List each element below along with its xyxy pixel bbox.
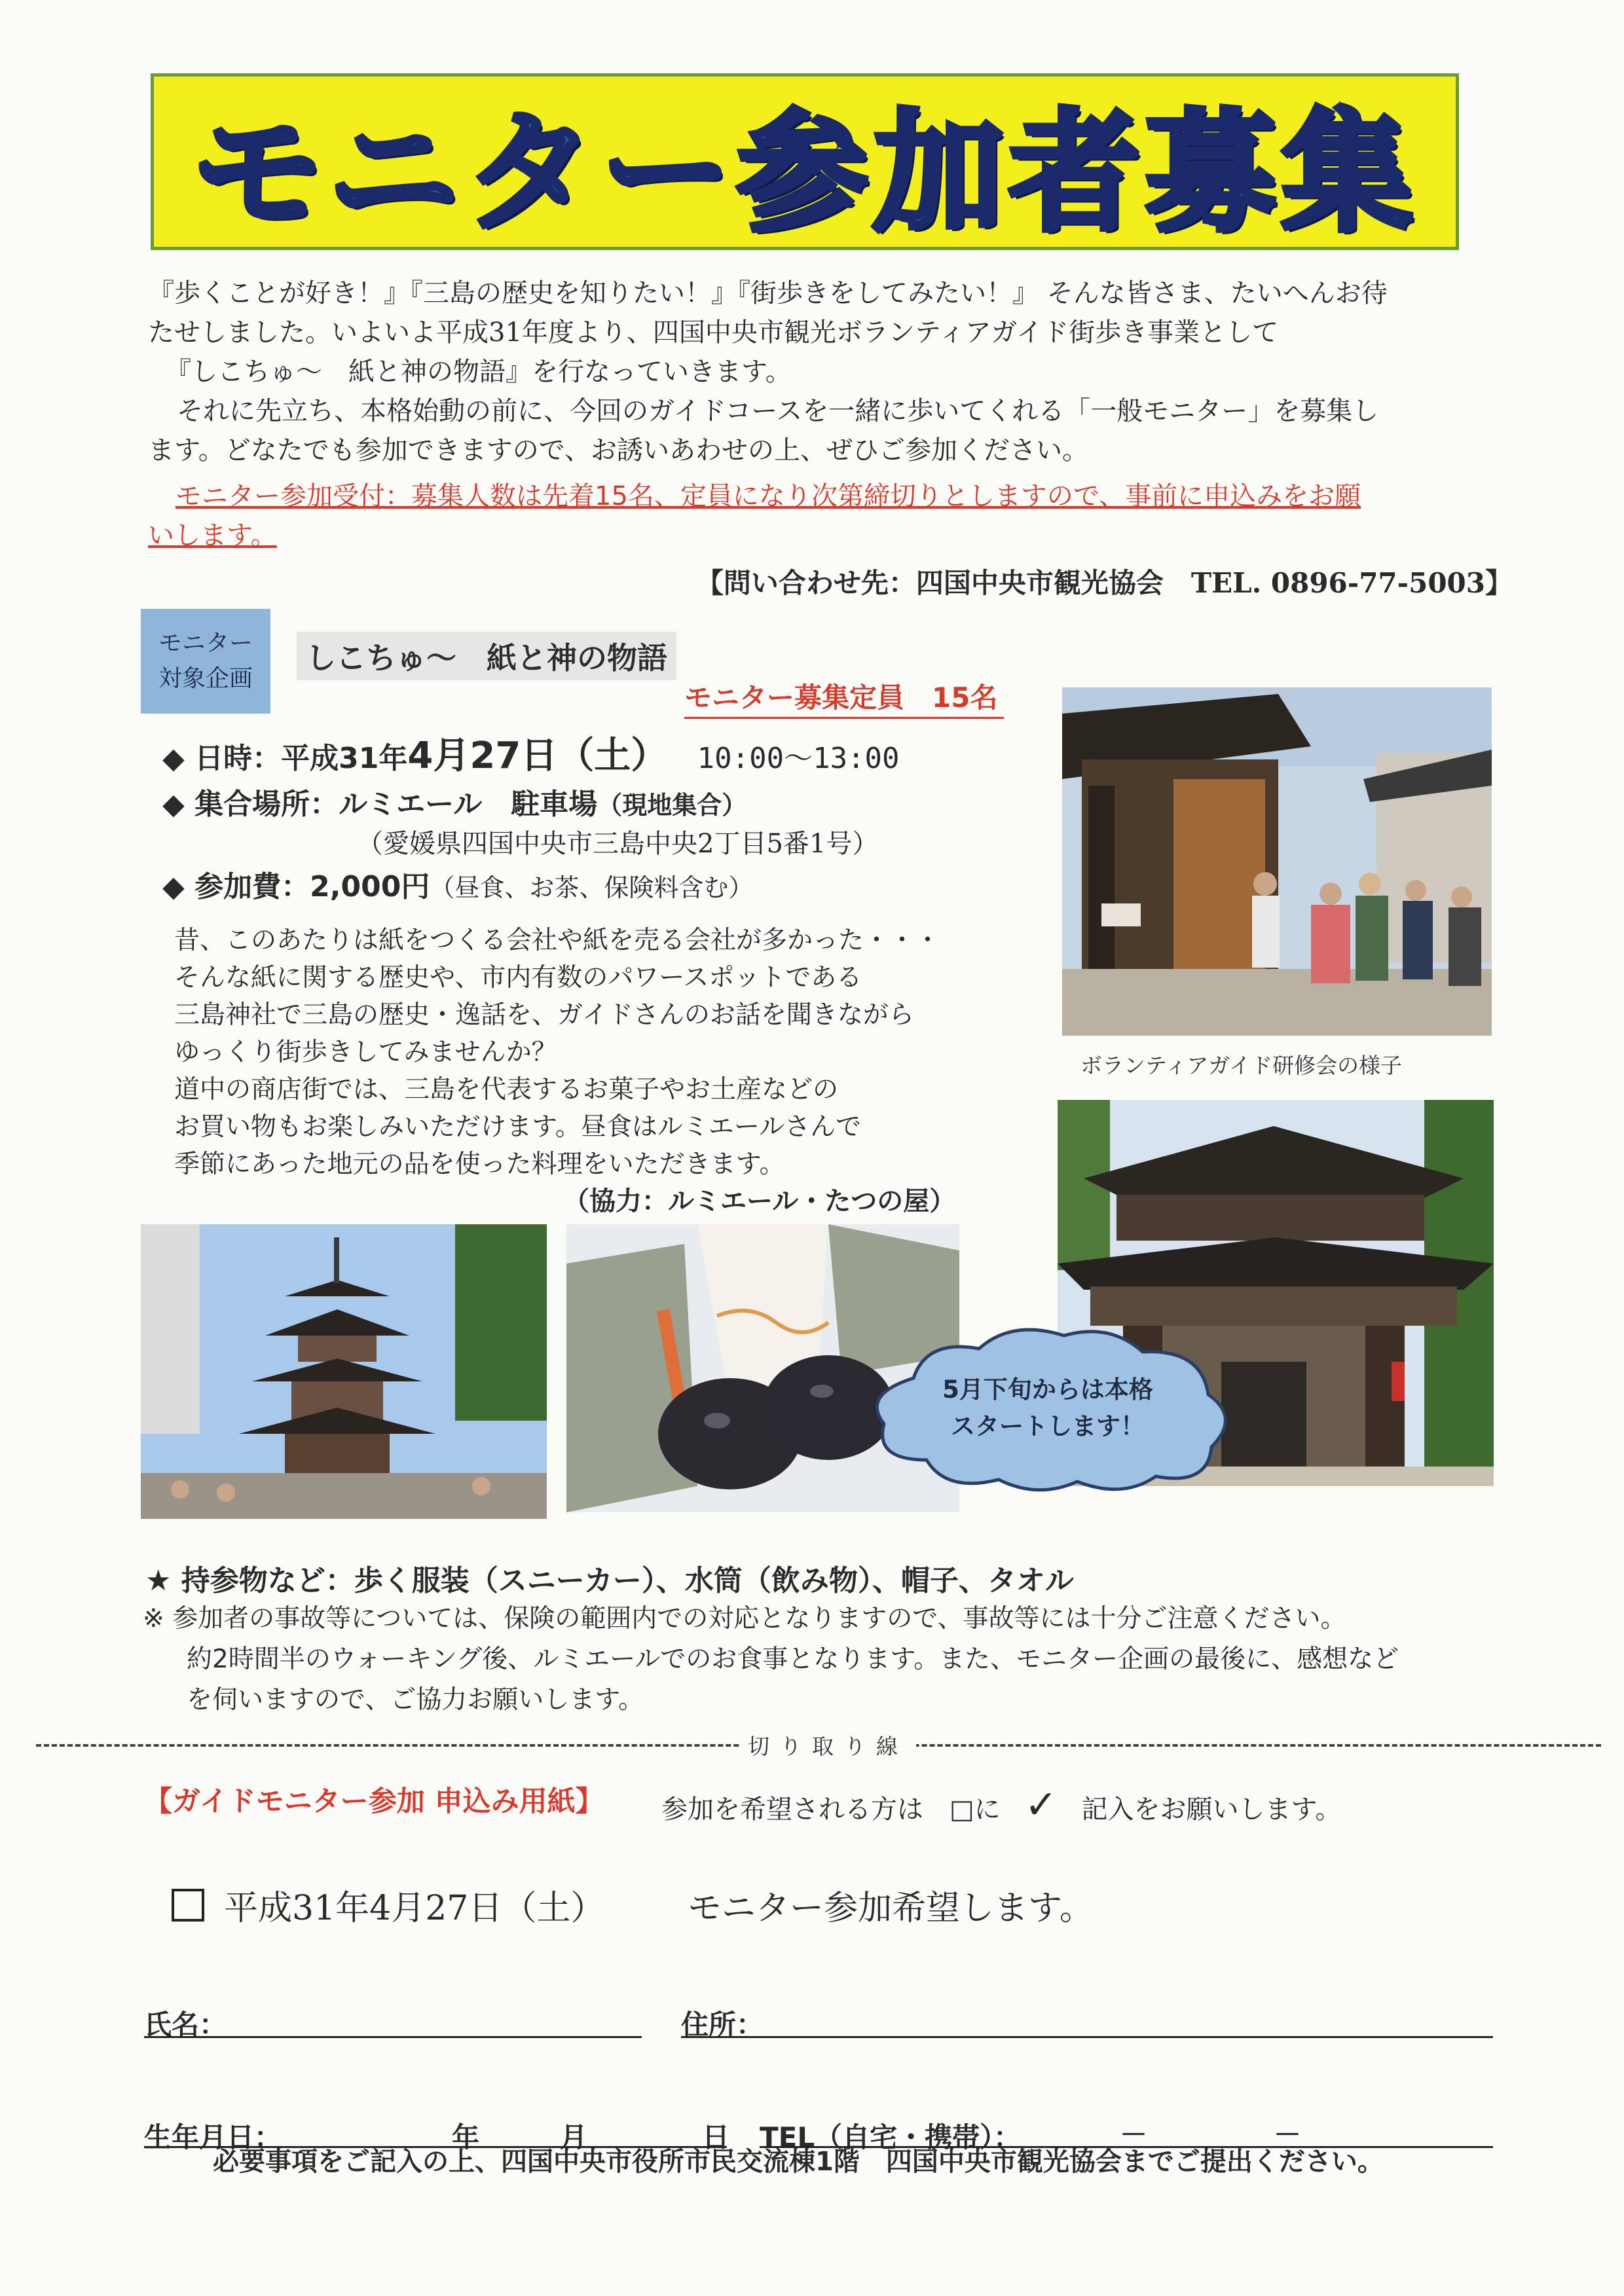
callout-line-2: スタートします！ — [951, 1412, 1145, 1440]
note-line-1: ※ 参加者の事故等については、保険の範囲内での対応となりますので、事故等には十分ご注意ください。 — [143, 1604, 1346, 1633]
cut-line-label: 切り取り線 — [740, 1730, 916, 1760]
plan-tag-line-2: 対象企画 — [158, 665, 253, 692]
address-label: 住所： — [681, 2009, 764, 2041]
desc-line-5: 道中の商店街では、三島を代表するお菓子やお土産などの — [174, 1075, 839, 1104]
desc-line-4: ゆっくり街歩きしてみませんか？ — [174, 1038, 557, 1067]
form-instruction — [661, 1782, 1341, 1828]
intro-line-4: それに先立ち、本格始動の前に、今回のガイドコースを一緒に歩いてくれる「一般モニター」を募集し — [177, 396, 1379, 426]
page-title: モニター参加者募集 — [191, 96, 1418, 249]
photo-caption: ボランティアガイド研修会の様子 — [1080, 1053, 1403, 1078]
pagoda-photo — [141, 1224, 547, 1519]
date-row — [162, 727, 900, 779]
tel-dash-1: － — [1120, 2119, 1148, 2151]
birth-day-unit: 日 — [702, 2121, 730, 2153]
notice-line-2: いします。 — [148, 520, 277, 551]
fee-amount: 2,000円 — [310, 870, 430, 903]
desc-line-2: そんな紙に関する歴史や、市内有数のパワースポットである — [174, 963, 862, 993]
desc-line-7: 季節にあった地元の品を使った料理をいただきます。 — [174, 1150, 785, 1179]
notice-line-1: モニター参加受付：募集人数は先着15名、定員になり次第締切りとしますので、事前に申込みをお願 — [175, 481, 1361, 511]
check-mark-icon: ✓ — [1024, 1782, 1058, 1828]
intro-line-2: たせしました。いよいよ平成31年度より、四国中央市観光ボランティアガイド街歩き事業として — [148, 318, 1279, 348]
intro-line-5: ます。どなたでも参加できますので、お誘いあわせの上、ぜひご参加ください。 — [148, 435, 1088, 465]
fee-label: ◆ 参加費： — [162, 870, 310, 903]
tel-label: TEL（自宅・携帯）： — [760, 2121, 1022, 2153]
tel-dash-2: － — [1274, 2119, 1302, 2151]
fee-note: （昼食、お茶、保険料含む） — [430, 873, 754, 902]
name-field[interactable] — [144, 2036, 642, 2038]
address-field[interactable] — [681, 2036, 1493, 2038]
birth-month-unit: 月 — [560, 2121, 588, 2153]
footer-note: 必要事項をご記入の上、四国中央市役所市民交流棟1階 四国中央市観光協会までご提出ください。 — [213, 2147, 1384, 2177]
intro-line-3: 『しこちゅ～ 紙と神の物語』を行なっていきます。 — [165, 357, 792, 387]
plan-tag-line-1: モニター — [158, 630, 253, 657]
date-label: ◆ 日時：平成31年 — [162, 742, 408, 775]
form-instruction-post: 記入をお願いします。 — [1081, 1795, 1342, 1825]
intro-line-1: 『歩くことが好き！』『三島の歴史を知りたい！』『街歩きをしてみたい！』 そんな皆さま、たいへんお待 — [148, 278, 1388, 308]
birthdate-label: 生年月日： — [144, 2121, 282, 2153]
name-label: 氏名： — [144, 2009, 227, 2041]
place-row — [162, 780, 747, 822]
bring-items: ★ 持参物など：歩く服装（スニーカー）、水筒（飲み物）、帽子、タオル — [145, 1564, 1074, 1597]
desc-line-6: お買い物もお楽しみいただけます。昼食はルミエールさんで — [174, 1112, 862, 1142]
address-row — [357, 823, 878, 860]
fee-row — [162, 863, 753, 905]
callout-line-1: 5月下旬からは本格 — [942, 1376, 1153, 1404]
capacity-label: モニター募集定員 15名 — [684, 676, 1004, 719]
address-value: （愛媛県四国中央市三島中央2丁目5番1号） — [357, 829, 879, 859]
birth-year-unit: 年 — [452, 2121, 480, 2153]
contact-info: 【問い合わせ先：四国中央市観光協会 TEL. 0896-77-5003】 — [695, 567, 1513, 599]
guide-training-photo — [1062, 687, 1492, 1036]
form-instruction-pre: 参加を希望される方は □に — [661, 1795, 1001, 1825]
cooperation-note: （協力：ルミエール・たつの屋） — [563, 1186, 956, 1216]
plan-tag — [141, 609, 270, 714]
place-note: （現地集合） — [597, 791, 747, 820]
form-wish: モニター参加希望します。 — [688, 1889, 1094, 1928]
title-banner — [151, 73, 1459, 250]
note-line-3: を伺いますので、ご協力お願いします。 — [187, 1685, 644, 1715]
place-label: ◆ 集合場所：ルミエール 駐車場 — [162, 788, 598, 821]
desc-line-3: 三島神社で三島の歴史・逸話を、ガイドさんのお話を聞きながら — [174, 1000, 914, 1030]
callout-text — [917, 1372, 1179, 1445]
form-title: 【ガイドモニター参加 申込み用紙】 — [144, 1785, 604, 1818]
form-date: 平成31年4月27日（土） — [224, 1889, 605, 1928]
participation-checkbox[interactable] — [172, 1889, 204, 1922]
note-line-2: 約2時間半のウォーキング後、ルミエールでのお食事となります。また、モニター企画の最後に、感想など — [187, 1645, 1399, 1674]
desc-line-1: 昔、このあたりは紙をつくる会社や紙を売る会社が多かった・・・ — [174, 926, 941, 955]
time-value: 10:00～13:00 — [697, 742, 900, 775]
plan-title: しこちゅ～ 紙と神の物語 — [297, 632, 676, 680]
date-value: 4月27日（土） — [407, 735, 668, 777]
